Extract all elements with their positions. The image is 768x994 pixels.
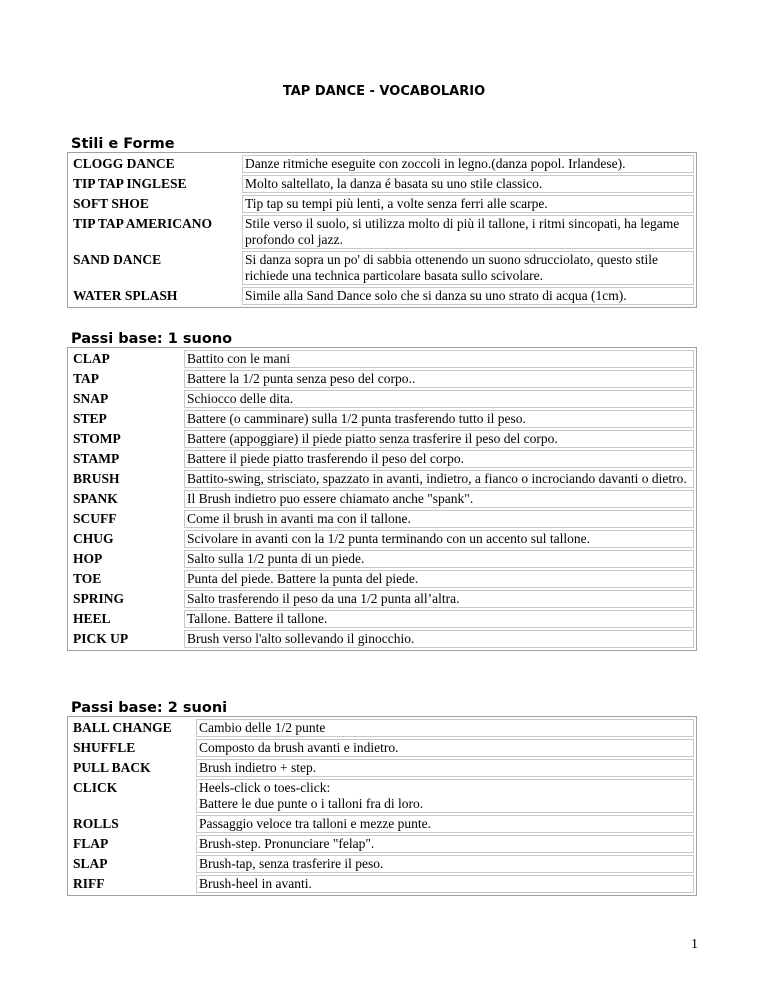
definition-cell: Heels-click o toes-click: Battere le due punte o i talloni fra di loro. <box>196 779 694 813</box>
table-row <box>70 779 694 813</box>
section-passi-2-suoni <box>71 700 697 896</box>
term-cell: SPANK <box>70 490 182 508</box>
definition-cell: Brush verso l'alto sollevando il ginocchio. <box>184 630 694 648</box>
term-cell: TIP TAP AMERICANO <box>70 215 240 249</box>
term-cell: WATER SPLASH <box>70 287 240 305</box>
table-row <box>70 287 694 305</box>
definition-cell: Brush indietro + step. <box>196 759 694 777</box>
term-cell: SCUFF <box>70 510 182 528</box>
definition-cell: Stile verso il suolo, si utilizza molto di più il tallone, i ritmi sincopati, ha legame profondo col jazz. <box>242 215 694 249</box>
term-cell: RIFF <box>70 875 194 893</box>
definition-cell: Battere il piede piatto trasferendo il peso del corpo. <box>184 450 694 468</box>
table-row <box>70 835 694 853</box>
table-row <box>70 855 694 873</box>
term-cell: CLOGG DANCE <box>70 155 240 173</box>
table-row <box>70 815 694 833</box>
section-stili-e-forme <box>71 136 697 308</box>
table-row <box>70 450 694 468</box>
term-cell: CHUG <box>70 530 182 548</box>
definition-cell: Il Brush indietro puo essere chiamato anche "spank". <box>184 490 694 508</box>
term-cell: FLAP <box>70 835 194 853</box>
table-row <box>70 875 694 893</box>
definition-cell: Passaggio veloce tra talloni e mezze punte. <box>196 815 694 833</box>
table-row <box>70 550 694 568</box>
section-passi-1-suono <box>71 331 697 651</box>
term-cell: PULL BACK <box>70 759 194 777</box>
table-row <box>70 510 694 528</box>
page-title: TAP DANCE - VOCABOLARIO <box>282 84 486 99</box>
definition-cell: Battito con le mani <box>184 350 694 368</box>
table-row <box>70 570 694 588</box>
term-cell: ROLLS <box>70 815 194 833</box>
table-row <box>70 719 694 737</box>
definition-cell: Brush-step. Pronunciare "felap". <box>196 835 694 853</box>
definition-cell: Battere (o camminare) sulla 1/2 punta trasferendo tutto il peso. <box>184 410 694 428</box>
definition-cell: Tip tap su tempi più lenti, a volte senza ferri alle scarpe. <box>242 195 694 213</box>
term-cell: CLAP <box>70 350 182 368</box>
definition-cell: Scivolare in avanti con la 1/2 punta terminando con un accento sul tallone. <box>184 530 694 548</box>
vocab-table <box>67 152 697 308</box>
table-row <box>70 390 694 408</box>
definition-cell: Si danza sopra un po' di sabbia ottenendo un suono sdrucciolato, questo stile richiede una technica particolare basata sullo scivolare. <box>242 251 694 285</box>
table-row <box>70 470 694 488</box>
table-row <box>70 195 694 213</box>
section-heading: Stili e Forme <box>71 136 175 152</box>
term-cell: SLAP <box>70 855 194 873</box>
table-row <box>70 370 694 388</box>
definition-cell: Battere la 1/2 punta senza peso del corpo.. <box>184 370 694 388</box>
table-row <box>70 215 694 249</box>
term-cell: STOMP <box>70 430 182 448</box>
definition-cell: Battere (appoggiare) il piede piatto senza trasferire il peso del corpo. <box>184 430 694 448</box>
term-cell: SAND DANCE <box>70 251 240 285</box>
table-row <box>70 530 694 548</box>
section-heading: Passi base: 2 suoni <box>71 700 228 716</box>
term-cell: STEP <box>70 410 182 428</box>
table-row <box>70 630 694 648</box>
definition-cell: Schiocco delle dita. <box>184 390 694 408</box>
definition-cell: Brush-tap, senza trasferire il peso. <box>196 855 694 873</box>
term-cell: SOFT SHOE <box>70 195 240 213</box>
term-cell: BRUSH <box>70 470 182 488</box>
term-cell: TIP TAP INGLESE <box>70 175 240 193</box>
term-cell: SNAP <box>70 390 182 408</box>
definition-cell: Come il brush in avanti ma con il tallone. <box>184 510 694 528</box>
table-row <box>70 590 694 608</box>
term-cell: TAP <box>70 370 182 388</box>
definition-cell: Danze ritmiche eseguite con zoccoli in legno.(danza popol. Irlandese). <box>242 155 694 173</box>
term-cell: BALL CHANGE <box>70 719 194 737</box>
definition-cell: Composto da brush avanti e indietro. <box>196 739 694 757</box>
term-cell: STAMP <box>70 450 182 468</box>
definition-cell: Molto saltellato, la danza é basata su uno stile classico. <box>242 175 694 193</box>
term-cell: CLICK <box>70 779 194 813</box>
table-row <box>70 759 694 777</box>
table-row <box>70 610 694 628</box>
term-cell: SHUFFLE <box>70 739 194 757</box>
definition-cell: Battito-swing, strisciato, spazzato in avanti, indietro, a fianco o incrociando davanti o dietro. <box>184 470 694 488</box>
definition-cell: Cambio delle 1/2 punte <box>196 719 694 737</box>
table-row <box>70 739 694 757</box>
term-cell: PICK UP <box>70 630 182 648</box>
vocab-table <box>67 716 697 896</box>
term-cell: SPRING <box>70 590 182 608</box>
term-cell: TOE <box>70 570 182 588</box>
term-cell: HOP <box>70 550 182 568</box>
definition-cell: Brush-heel in avanti. <box>196 875 694 893</box>
table-row <box>70 350 694 368</box>
table-row <box>70 251 694 285</box>
vocab-table <box>67 347 697 651</box>
page-number: 1 <box>691 937 698 952</box>
table-row <box>70 490 694 508</box>
definition-cell: Salto trasferendo il peso da una 1/2 punta all’altra. <box>184 590 694 608</box>
term-cell: HEEL <box>70 610 182 628</box>
table-row <box>70 430 694 448</box>
definition-cell: Simile alla Sand Dance solo che si danza su uno strato di acqua (1cm). <box>242 287 694 305</box>
section-heading: Passi base: 1 suono <box>71 331 233 347</box>
table-row <box>70 155 694 173</box>
definition-cell: Punta del piede. Battere la punta del piede. <box>184 570 694 588</box>
table-row <box>70 175 694 193</box>
table-row <box>70 410 694 428</box>
definition-cell: Tallone. Battere il tallone. <box>184 610 694 628</box>
definition-cell: Salto sulla 1/2 punta di un piede. <box>184 550 694 568</box>
